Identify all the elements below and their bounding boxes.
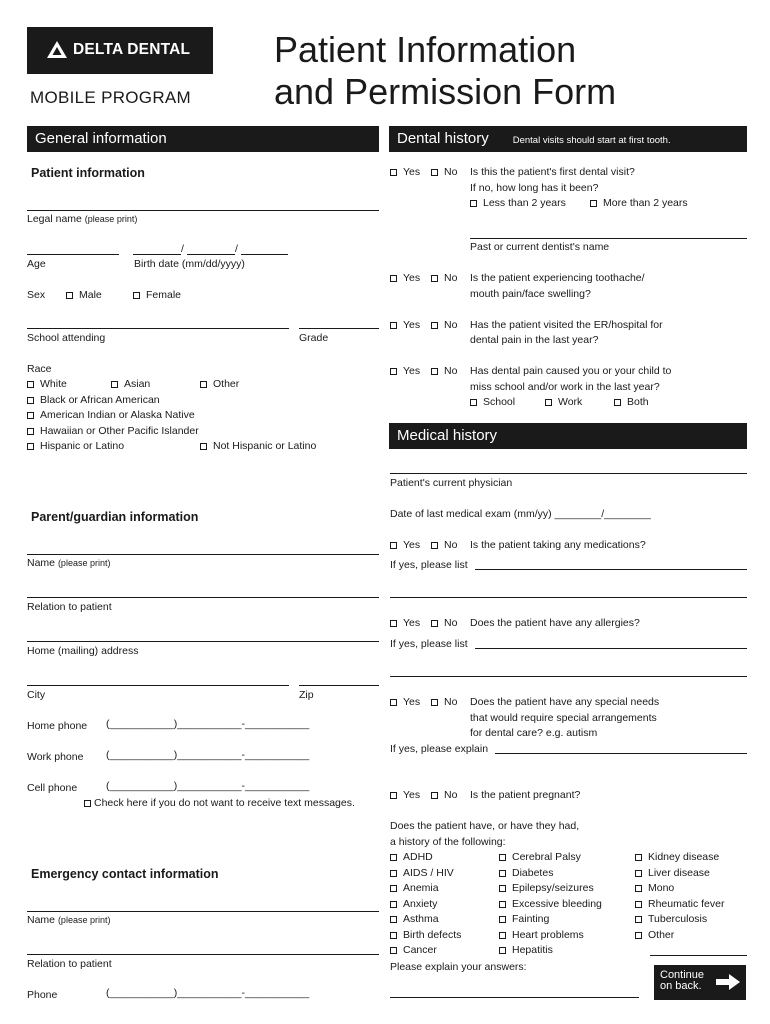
race-black-option[interactable]: Black or African American: [27, 394, 160, 407]
checkbox[interactable]: [390, 322, 397, 329]
history-intro-line2: a history of the following:: [390, 836, 506, 848]
guardian-name-field[interactable]: [27, 554, 379, 555]
emergency-relation-field[interactable]: [27, 954, 379, 955]
checkbox[interactable]: [635, 885, 642, 892]
meds-yes-option[interactable]: Yes: [390, 539, 420, 552]
guardian-name-label: Name (please print): [27, 557, 111, 569]
home-phone-field[interactable]: (___________)___________-___________: [106, 718, 310, 730]
special-explain-field[interactable]: [495, 753, 747, 754]
emergency-contact-heading: Emergency contact information: [31, 867, 219, 881]
continue-text: Continue on back.: [660, 969, 705, 992]
guardian-relation-field[interactable]: [27, 597, 379, 598]
zip-label: Zip: [299, 689, 314, 701]
checkbox[interactable]: [431, 169, 438, 176]
dental-history-bar: [389, 126, 747, 152]
past-dentist-label: Past or current dentist's name: [470, 241, 610, 253]
other-condition-field[interactable]: [650, 955, 747, 956]
checkbox[interactable]: [390, 699, 397, 706]
meds-list-label: If yes, please list: [390, 559, 468, 571]
city-field[interactable]: [27, 685, 289, 686]
q1-followup: If no, how long has it been?: [470, 182, 599, 194]
q3-question-line2: dental pain in the last year?: [470, 334, 599, 346]
dental-history-note: Dental visits should start at first tooth.: [512, 135, 671, 146]
checkbox[interactable]: [390, 169, 397, 176]
less-than-2-years-option[interactable]: Less than 2 years: [470, 197, 566, 210]
work-phone-label: Work phone: [27, 751, 84, 763]
checkbox[interactable]: [635, 916, 642, 923]
checkbox[interactable]: [390, 792, 397, 799]
meds-list-field-2[interactable]: [390, 597, 747, 598]
race-other-option[interactable]: Other: [200, 378, 239, 391]
special-yes-option[interactable]: Yes: [390, 696, 420, 709]
missed-work-option[interactable]: Work: [545, 396, 582, 409]
pregnant-yes-option[interactable]: Yes: [390, 789, 420, 802]
q4-yes-option[interactable]: Yes: [390, 365, 420, 378]
allergy-list-field[interactable]: [475, 648, 747, 649]
checkbox[interactable]: [390, 885, 397, 892]
checkbox[interactable]: [614, 399, 621, 406]
dental-history-title: Dental history: [397, 130, 489, 147]
more-than-2-years-option[interactable]: More than 2 years: [590, 197, 688, 210]
checkbox[interactable]: [499, 870, 506, 877]
pregnant-question: Is the patient pregnant?: [470, 789, 581, 801]
delta-dental-logo: [27, 27, 213, 74]
condition-option[interactable]: Anxiety: [390, 898, 437, 911]
form-title-line1: Patient Information: [274, 29, 577, 70]
condition-option[interactable]: Anemia: [390, 882, 439, 895]
logo-text: DELTA DENTAL: [73, 41, 191, 58]
q3-yes-option[interactable]: Yes: [390, 319, 420, 332]
checkbox[interactable]: [390, 901, 397, 908]
meds-question: Is the patient taking any medications?: [470, 539, 646, 551]
condition-option[interactable]: Excessive bleeding: [499, 898, 602, 911]
checkbox[interactable]: [431, 792, 438, 799]
checkbox[interactable]: [431, 699, 438, 706]
q2-question-line1: Is the patient experiencing toothache/: [470, 272, 645, 284]
checkbox[interactable]: [499, 885, 506, 892]
condition-option[interactable]: Epilepsy/seizures: [499, 882, 594, 895]
sex-label: Sex: [27, 289, 46, 301]
text-opt-out-option[interactable]: Check here if you do not want to receive text messages.: [84, 797, 355, 810]
condition-option[interactable]: Birth defects: [390, 929, 461, 942]
checkbox[interactable]: [390, 854, 397, 861]
special-no-option[interactable]: No: [431, 696, 457, 709]
history-intro-line1: Does the patient have, or have they had,: [390, 820, 580, 832]
legal-name-field[interactable]: [27, 210, 379, 211]
q2-no-option[interactable]: No: [431, 272, 457, 285]
work-phone-field[interactable]: (___________)___________-___________: [106, 749, 310, 761]
medical-history-bar: [389, 423, 747, 449]
condition-option[interactable]: Other: [635, 929, 674, 942]
checkbox[interactable]: [635, 901, 642, 908]
checkbox[interactable]: [431, 368, 438, 375]
q4-question-line2: miss school and/or work in the last year?: [470, 381, 660, 393]
allergy-list-field-2[interactable]: [390, 676, 747, 677]
checkbox[interactable]: [590, 200, 597, 207]
checkbox[interactable]: [27, 443, 34, 450]
sex-male-option[interactable]: Male: [66, 289, 102, 302]
checkbox[interactable]: [499, 916, 506, 923]
checkbox[interactable]: [27, 381, 34, 388]
checkbox[interactable]: [499, 947, 506, 954]
program-name: MOBILE PROGRAM: [30, 88, 192, 107]
race-label: Race: [27, 363, 52, 375]
allergy-question: Does the patient have any allergies?: [470, 617, 640, 629]
guardian-information-heading: Parent/guardian information: [31, 510, 199, 524]
checkbox[interactable]: [545, 399, 552, 406]
race-white-option[interactable]: White: [27, 378, 67, 391]
special-question-line3: for dental care? e.g. autism: [470, 727, 598, 739]
condition-option[interactable]: Hepatitis: [499, 944, 553, 957]
checkbox[interactable]: [431, 620, 438, 627]
zip-field[interactable]: [299, 685, 379, 686]
patient-information-heading: Patient information: [31, 166, 145, 180]
checkbox[interactable]: [499, 932, 506, 939]
q1-no-option[interactable]: No: [431, 166, 457, 179]
checkbox[interactable]: [390, 275, 397, 282]
meds-no-option[interactable]: No: [431, 539, 457, 552]
condition-option[interactable]: Diabetes: [499, 867, 553, 880]
address-field[interactable]: [27, 641, 379, 642]
allergy-yes-option[interactable]: Yes: [390, 617, 420, 630]
legal-name-label: Legal name (please print): [27, 213, 138, 225]
q1-question: Is this the patient's first dental visit?: [470, 166, 635, 178]
checkbox[interactable]: [635, 854, 642, 861]
checkbox[interactable]: [111, 381, 118, 388]
allergy-list-label: If yes, please list: [390, 638, 468, 650]
checkbox[interactable]: [431, 542, 438, 549]
school-field[interactable]: [27, 328, 289, 329]
checkbox[interactable]: [431, 322, 438, 329]
form-title-line2: and Permission Form: [274, 71, 617, 112]
grade-label: Grade: [299, 332, 329, 344]
q3-question-line1: Has the patient visited the ER/hospital for: [470, 319, 663, 331]
checkbox[interactable]: [133, 292, 140, 299]
special-explain-label: If yes, please explain: [390, 743, 489, 755]
checkbox[interactable]: [499, 901, 506, 908]
checkbox[interactable]: [390, 368, 397, 375]
checkbox[interactable]: [27, 412, 34, 419]
condition-option[interactable]: Rheumatic fever: [635, 898, 724, 911]
missed-school-option[interactable]: School: [470, 396, 515, 409]
condition-option[interactable]: Kidney disease: [635, 851, 719, 864]
allergy-no-option[interactable]: No: [431, 617, 457, 630]
birth-month-field[interactable]: [133, 254, 181, 255]
checkbox[interactable]: [390, 947, 397, 954]
emergency-name-field[interactable]: [27, 911, 379, 912]
guardian-relation-label: Relation to patient: [27, 601, 112, 613]
grade-field[interactable]: [299, 328, 379, 329]
explain-answers-label: Please explain your answers:: [390, 961, 527, 973]
checkbox[interactable]: [390, 620, 397, 627]
condition-option[interactable]: Tuberculosis: [635, 913, 707, 926]
checkbox[interactable]: [84, 800, 91, 807]
condition-option[interactable]: AIDS / HIV: [390, 867, 454, 880]
condition-option[interactable]: Cancer: [390, 944, 437, 957]
medical-history-title: Medical history: [397, 427, 498, 444]
q2-question-line2: mouth pain/face swelling?: [470, 288, 591, 300]
checkbox[interactable]: [470, 200, 477, 207]
q4-question-line1: Has dental pain caused you or your child to: [470, 365, 672, 377]
sex-female-option[interactable]: Female: [133, 289, 181, 302]
meds-list-field[interactable]: [475, 569, 747, 570]
checkbox[interactable]: [390, 542, 397, 549]
age-label: Age: [27, 258, 46, 270]
special-question-line1: Does the patient have any special needs: [470, 696, 660, 708]
birth-year-field[interactable]: [241, 254, 288, 255]
general-information-title: General information: [35, 130, 167, 147]
last-exam-field[interactable]: Date of last medical exam (mm/yy) ________/________: [390, 508, 651, 520]
general-information-bar: [27, 126, 379, 152]
arrow-right-icon: [716, 974, 740, 990]
emergency-phone-field[interactable]: (___________)___________-___________: [106, 987, 310, 999]
condition-option[interactable]: Mono: [635, 882, 674, 895]
race-pacific-option[interactable]: Hawaiian or Other Pacific Islander: [27, 425, 199, 438]
cell-phone-label: Cell phone: [27, 782, 78, 794]
condition-option[interactable]: Asthma: [390, 913, 439, 926]
hispanic-option[interactable]: Hispanic or Latino: [27, 440, 124, 453]
missed-both-option[interactable]: Both: [614, 396, 649, 409]
checkbox[interactable]: [200, 381, 207, 388]
condition-option[interactable]: Heart problems: [499, 929, 584, 942]
past-dentist-field[interactable]: [470, 238, 747, 239]
not-hispanic-option[interactable]: Not Hispanic or Latino: [200, 440, 316, 453]
race-asian-option[interactable]: Asian: [111, 378, 150, 391]
checkbox[interactable]: [635, 932, 642, 939]
q3-no-option[interactable]: No: [431, 319, 457, 332]
condition-option[interactable]: ADHD: [390, 851, 433, 864]
q2-yes-option[interactable]: Yes: [390, 272, 420, 285]
continue-on-back-note: [654, 965, 746, 1000]
physician-label: Patient's current physician: [390, 477, 513, 489]
checkbox[interactable]: [27, 428, 34, 435]
date-separator: /: [235, 243, 238, 255]
q4-no-option[interactable]: No: [431, 365, 457, 378]
condition-option[interactable]: Fainting: [499, 913, 549, 926]
checkbox[interactable]: [27, 397, 34, 404]
address-label: Home (mailing) address: [27, 645, 139, 657]
checkbox[interactable]: [431, 275, 438, 282]
emergency-phone-label: Phone: [27, 989, 58, 1001]
pregnant-no-option[interactable]: No: [431, 789, 457, 802]
q1-yes-option[interactable]: Yes: [390, 166, 420, 179]
condition-option[interactable]: Cerebral Palsy: [499, 851, 581, 864]
checkbox[interactable]: [390, 916, 397, 923]
birth-day-field[interactable]: [187, 254, 235, 255]
checkbox[interactable]: [200, 443, 207, 450]
home-phone-label: Home phone: [27, 720, 88, 732]
special-question-line2: that would require special arrangements: [470, 712, 657, 724]
checkbox[interactable]: [66, 292, 73, 299]
date-separator: /: [181, 243, 184, 255]
city-label: City: [27, 689, 46, 701]
emergency-relation-label: Relation to patient: [27, 958, 112, 970]
checkbox[interactable]: [635, 870, 642, 877]
age-field[interactable]: [27, 254, 119, 255]
condition-option[interactable]: Liver disease: [635, 867, 710, 880]
checkbox[interactable]: [390, 932, 397, 939]
checkbox[interactable]: [470, 399, 477, 406]
explain-answers-field[interactable]: [390, 997, 639, 998]
physician-field[interactable]: [390, 473, 747, 474]
checkbox[interactable]: [499, 854, 506, 861]
school-label: School attending: [27, 332, 106, 344]
birth-date-label: Birth date (mm/dd/yyyy): [134, 258, 245, 270]
cell-phone-field[interactable]: (___________)___________-___________: [106, 780, 310, 792]
race-native-option[interactable]: American Indian or Alaska Native: [27, 409, 195, 422]
emergency-name-label: Name (please print): [27, 914, 111, 926]
delta-triangle-icon: [47, 41, 67, 58]
checkbox[interactable]: [390, 870, 397, 877]
